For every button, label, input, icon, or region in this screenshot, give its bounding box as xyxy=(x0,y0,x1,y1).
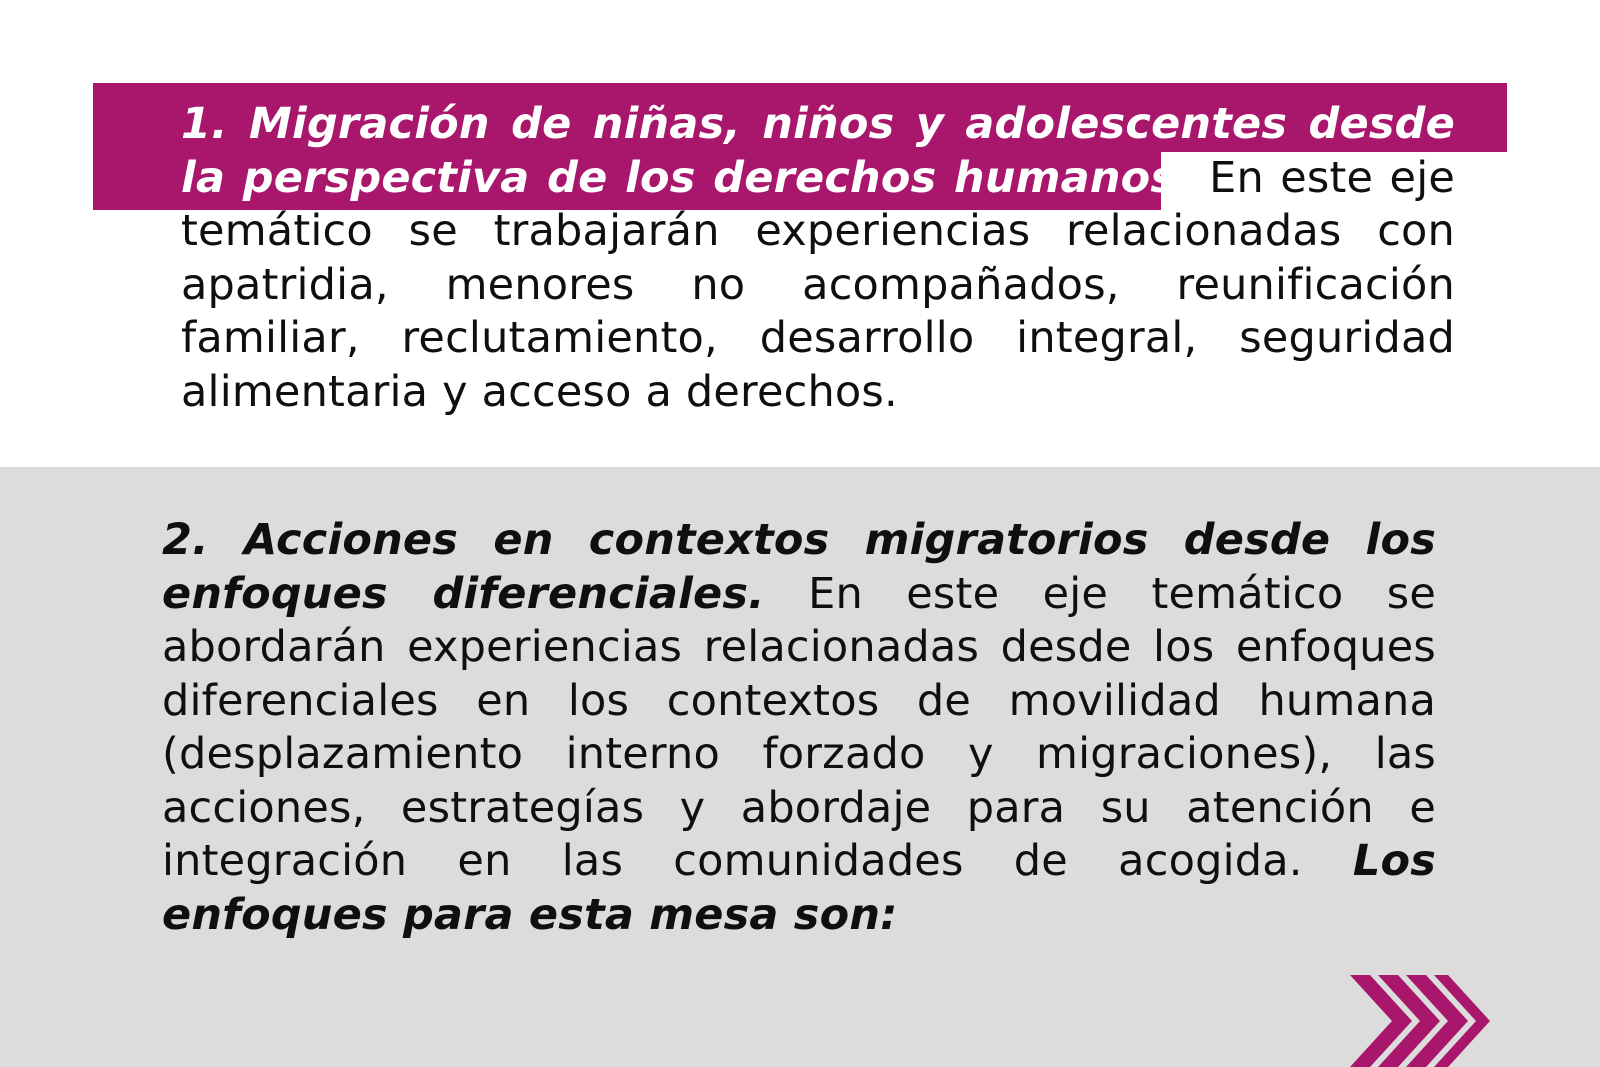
section-1-paragraph xyxy=(181,98,1455,419)
section-1-heading: 1. Migración de niñas, niños y adolescentes desde la perspectiva de los derechos humanos. xyxy=(181,99,1455,203)
section-2-heading: 2. Acciones en contextos migratorios desde los enfoques diferenciales. xyxy=(162,515,1436,619)
chevrons-right-icon xyxy=(1350,975,1490,1067)
section-2-closing: Los enfoques para esta mesa son: xyxy=(162,836,1436,940)
section-1-body: En este eje temático se trabajarán experiencias relacionadas con apatridia, menores no acompañados, reunificación familiar, reclutamiento, desarrollo integral, seguridad alimentaria y acceso a derechos. xyxy=(181,152,1455,417)
section-2-paragraph xyxy=(162,514,1436,942)
section-2-body: En este eje temático se abordarán experiencias relacionadas desde los enfoques diferenciales en los contextos de movilidad humana (desplazamiento interno forzado y migraciones), las acciones, estrategías y abordaje para su atención e integración en las comunidades de acogida. xyxy=(162,568,1436,886)
